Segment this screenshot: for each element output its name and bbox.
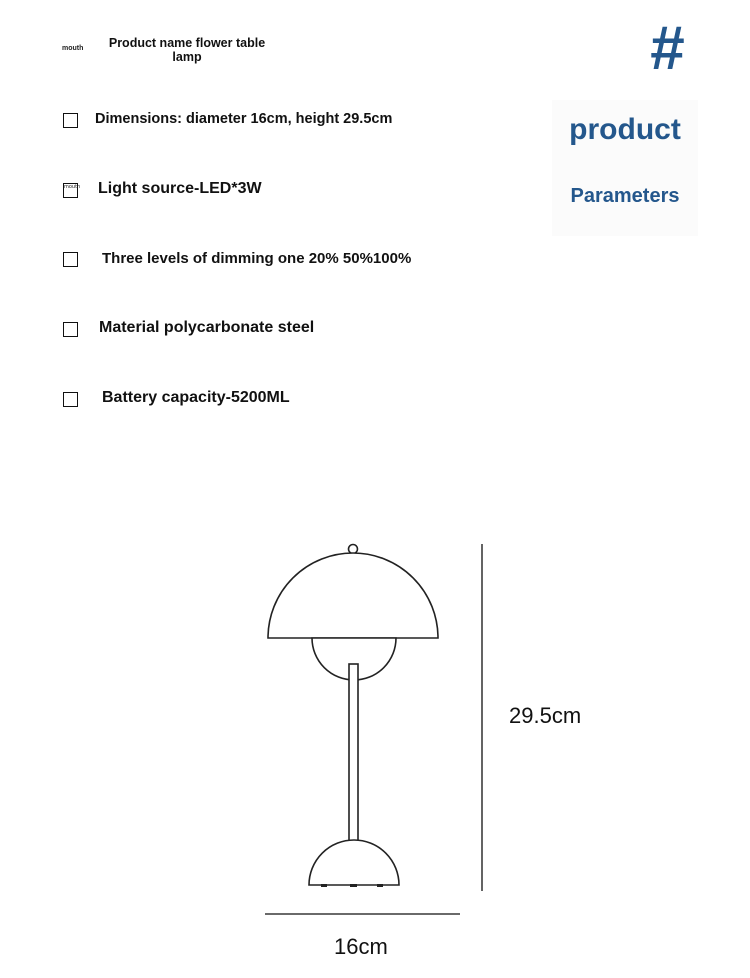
spec-light-source: Light source-LED*3W	[98, 180, 262, 197]
width-label: 16cm	[334, 934, 388, 959]
hash-icon: #	[650, 14, 685, 83]
bullet-mark: mouth	[64, 184, 81, 190]
spec-material: Material polycarbonate steel	[99, 319, 315, 336]
spec-dimming: Three levels of dimming one 20% 50%100%	[102, 250, 412, 267]
badge-subtitle: Parameters	[570, 185, 680, 207]
mouth-label: mouth	[62, 45, 84, 52]
badge-title: product	[569, 113, 681, 146]
lamp-knob	[349, 545, 358, 554]
lamp-stem	[349, 664, 358, 842]
spec-dimensions: Dimensions: diameter 16cm, height 29.5cm	[95, 111, 393, 127]
lamp-shade	[268, 553, 438, 638]
product-name: Product name flower table lamp	[108, 36, 266, 64]
lamp-base	[309, 840, 399, 885]
spec-battery: Battery capacity-5200ML	[102, 389, 290, 406]
height-label: 29.5cm	[509, 703, 582, 728]
